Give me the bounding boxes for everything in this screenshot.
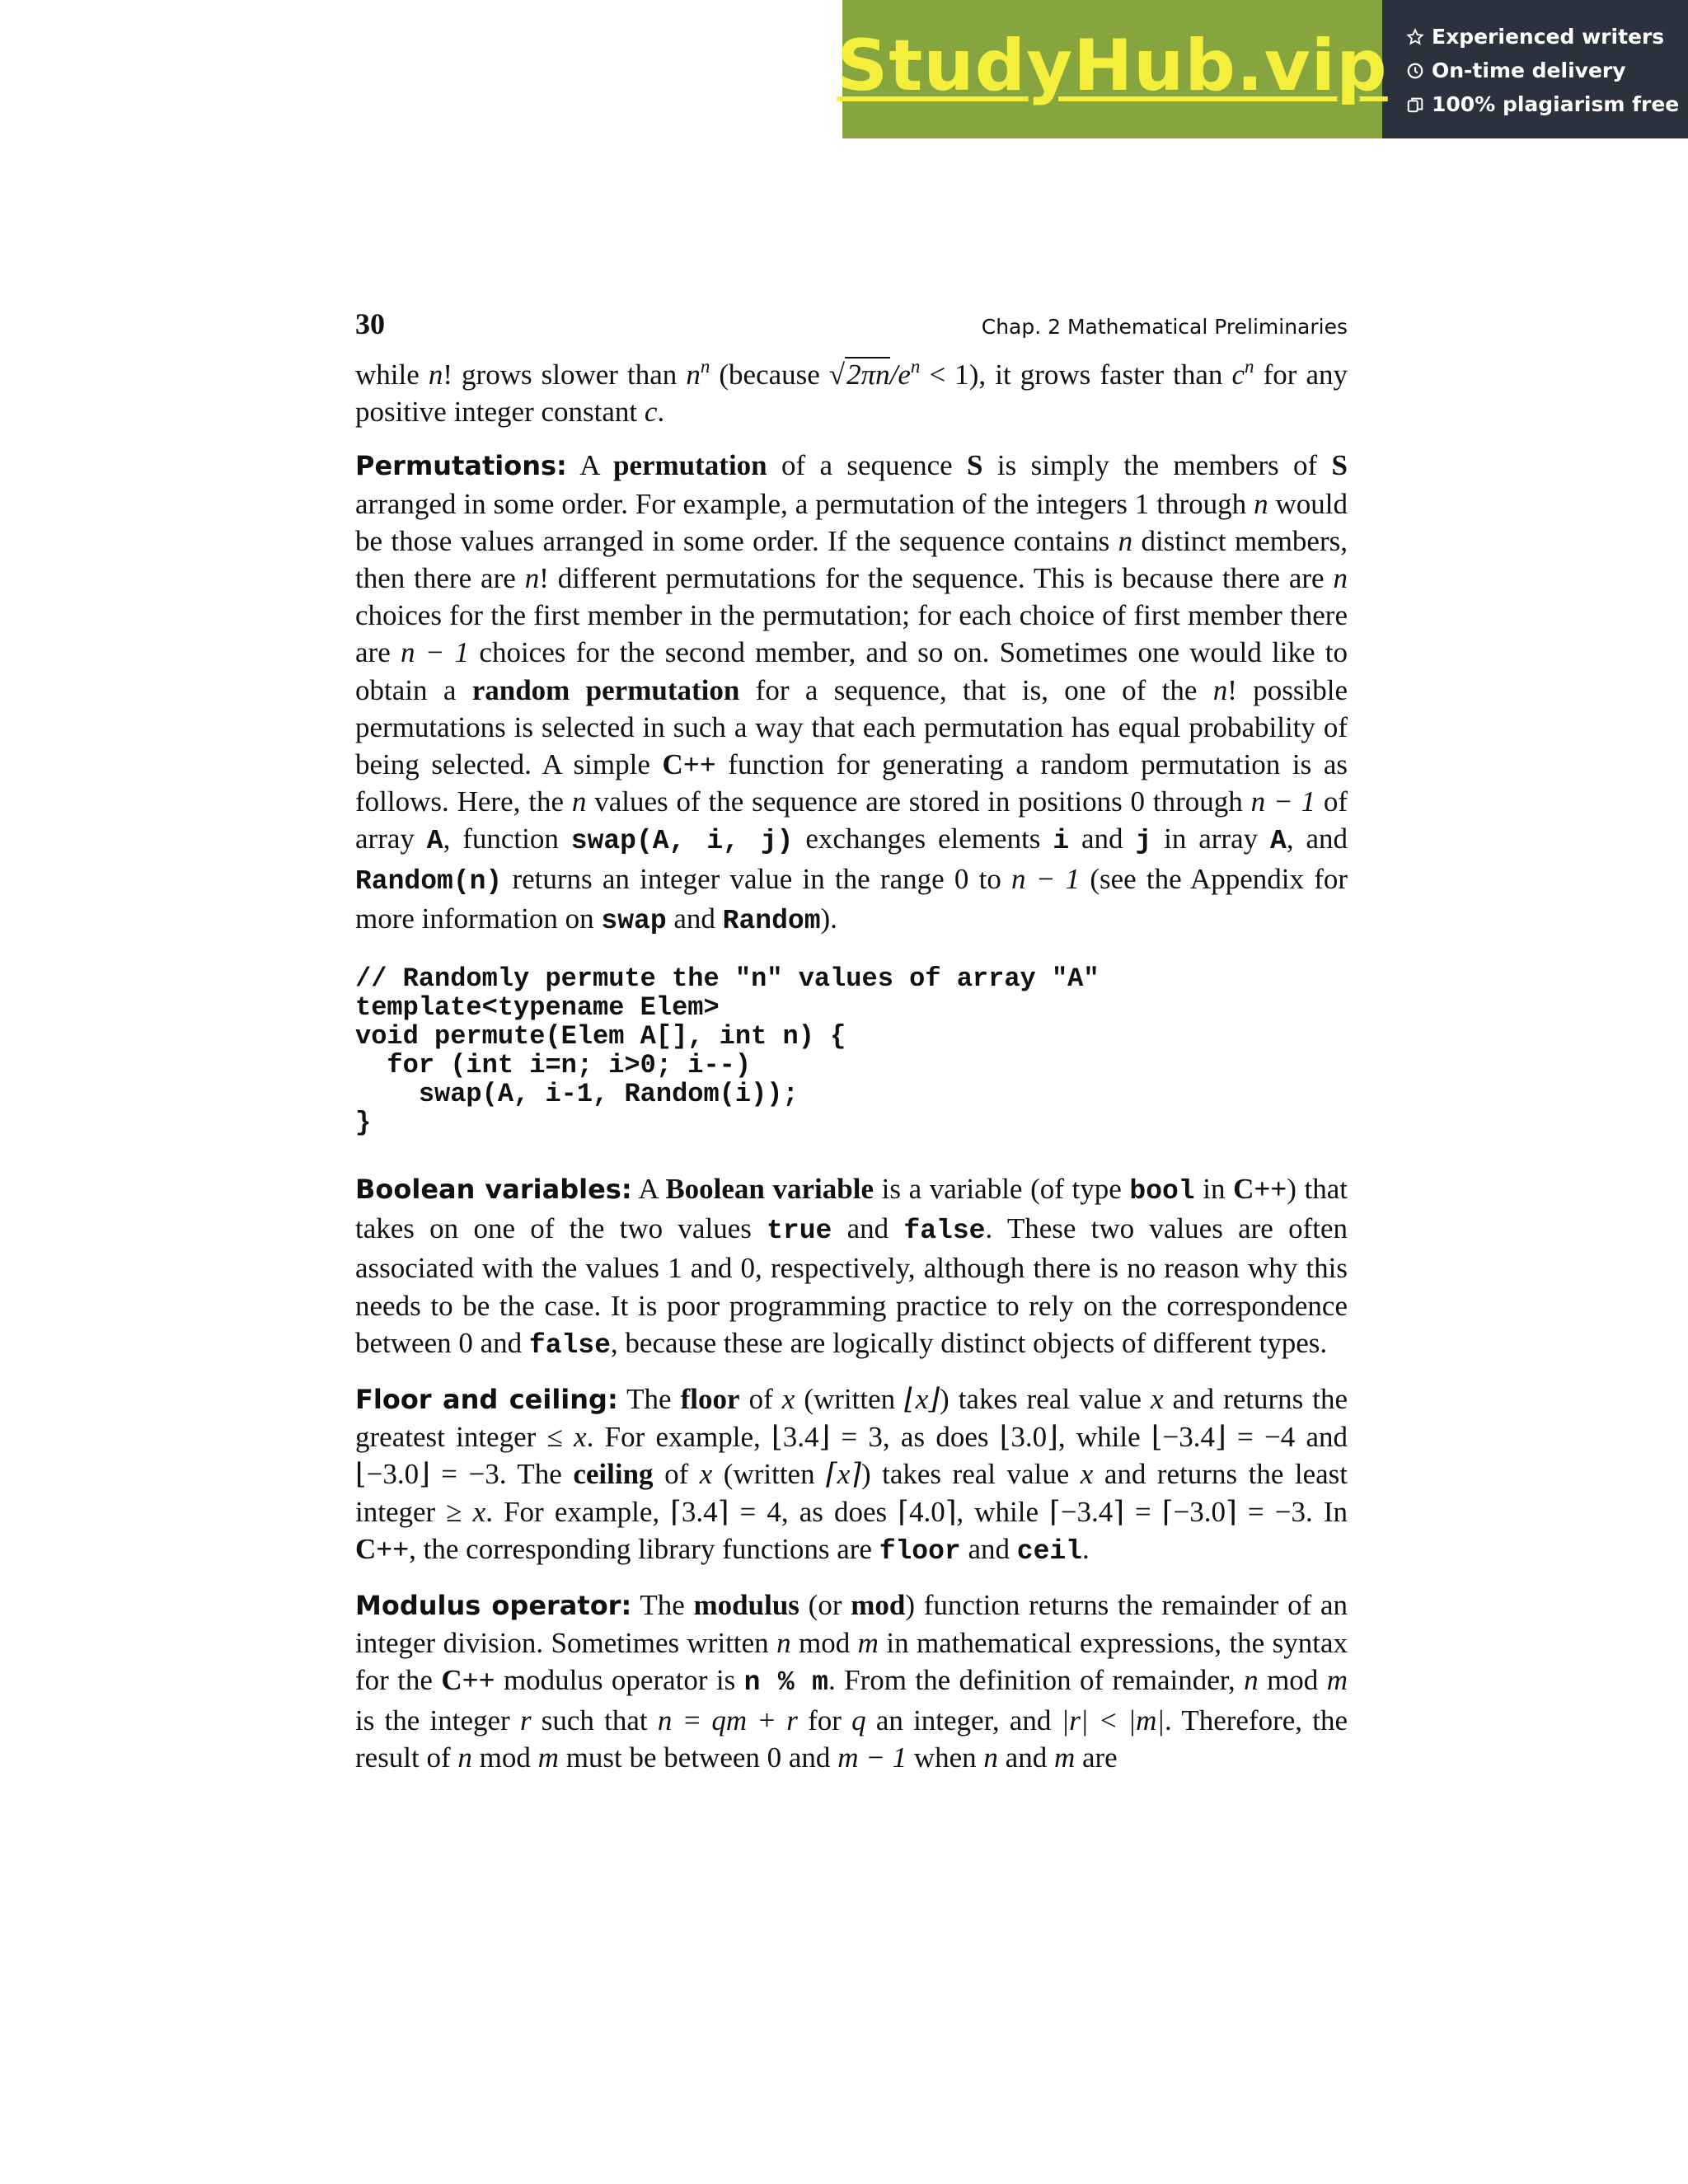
perks-list [1382, 0, 1688, 138]
perk-item [1405, 20, 1688, 54]
paragraph-permutations: Permutations: A permutation of a sequence S is simply the members of S arranged in some order. For example, a permutation of the integers 1 through n would be those values arranged in some order. If the sequence contains n distinct members, then there are n! different permutations for the sequence. This is because there are n choices for the first member in the permutation; for each choice of first member there are n − 1 choices for the second member, and so on. Sometimes one would like to obtain a random permutation for a sequence, that is, one of the n! possible permutations is selected in such a way that each permutation has equal probability of being selected. A simple C++ function for generating a random permutation is as follows. Here, the n values of the sequence are stored in positions 0 through n − 1 of array A, function swap(A, i, j) exchanges elements i and j in array A, and Random(n) returns an integer value in the range 0 to n − 1 (see the Appendix for more information on swap and Random). [355, 449, 1348, 936]
copy-icon [1405, 95, 1425, 115]
paragraph-floor-ceiling: Floor and ceiling: The floor of x (written ⌊x⌋) takes real value x and returns the greatest integer ≤ x. For example, ⌊3.4⌋ = 3, as does ⌊3.0⌋, while ⌊−3.4⌋ = −4 and ⌊−3.0⌋ = −3. The ceiling of x (written ⌈x⌉) takes real value x and returns the least integer ≥ x. For example, ⌈3.4⌉ = 4, as does ⌈4.0⌉, while ⌈−3.4⌉ = ⌈−3.0⌉ = −3. In C++, the corresponding library functions are floor and ceil. [355, 1383, 1348, 1567]
section-heading: Floor and ceiling: [355, 1384, 618, 1416]
perk-label: Experienced writers [1432, 25, 1665, 49]
paragraph-boolean: Boolean variables: A Boolean variable is a variable (of type bool in C++) that takes on one of the two values true and false. These two values are often associated with the values 1 and 0, respectively, although there is no reason why this needs to be the case. It is poor programming practice to rely on the correspondence between 0 and false, because these are logically distinct objects of different types. [355, 1173, 1348, 1361]
perk-label: 100% plagiarism free [1432, 92, 1680, 116]
running-head [355, 307, 1348, 356]
brand-box [837, 0, 1388, 138]
book-page [355, 307, 1348, 1776]
code-listing-permute: // Randomly permute the "n" values of array "A" template<typename Elem> void permute(Elem A[], int n) { for (int i=n; i>0; i--) swap(A, i-1, Random(i)); } [355, 963, 1100, 1139]
chapter-title: Chap. 2 Mathematical Preliminaries [981, 315, 1348, 339]
section-heading: Modulus operator: [355, 1590, 632, 1622]
paragraph-factorial-growth: while n! grows slower than $n^n$ (because $√2\pi n/e^n < 1$), it grows faster than $c^n$ for any positive integer constant c. [355, 356, 1348, 429]
page-number: 30 [355, 307, 385, 340]
sqrt-sign: √ [828, 359, 846, 391]
brand-logo[interactable]: StudyHub.vip [837, 25, 1388, 107]
section-heading: Boolean variables: [355, 1174, 632, 1206]
star-icon [1405, 27, 1425, 47]
clock-icon [1405, 61, 1425, 81]
section-heading: Permutations: [355, 450, 567, 482]
perk-item [1405, 87, 1688, 121]
ad-banner[interactable] [837, 0, 1688, 138]
perk-item [1405, 54, 1688, 87]
perk-label: On-time delivery [1432, 59, 1626, 82]
paragraph-modulus: Modulus operator: The modulus (or mod) function returns the remainder of an integer division. Sometimes written n mod m in mathematical expressions, the syntax for the C++ modulus operator is n % m. From the definition of remainder, n mod m is the integer r such that n = qm + r for q an integer, and |r| < |m|. Therefore, the result of n mod m must be between 0 and m − 1 when n and m are [355, 1589, 1348, 1774]
